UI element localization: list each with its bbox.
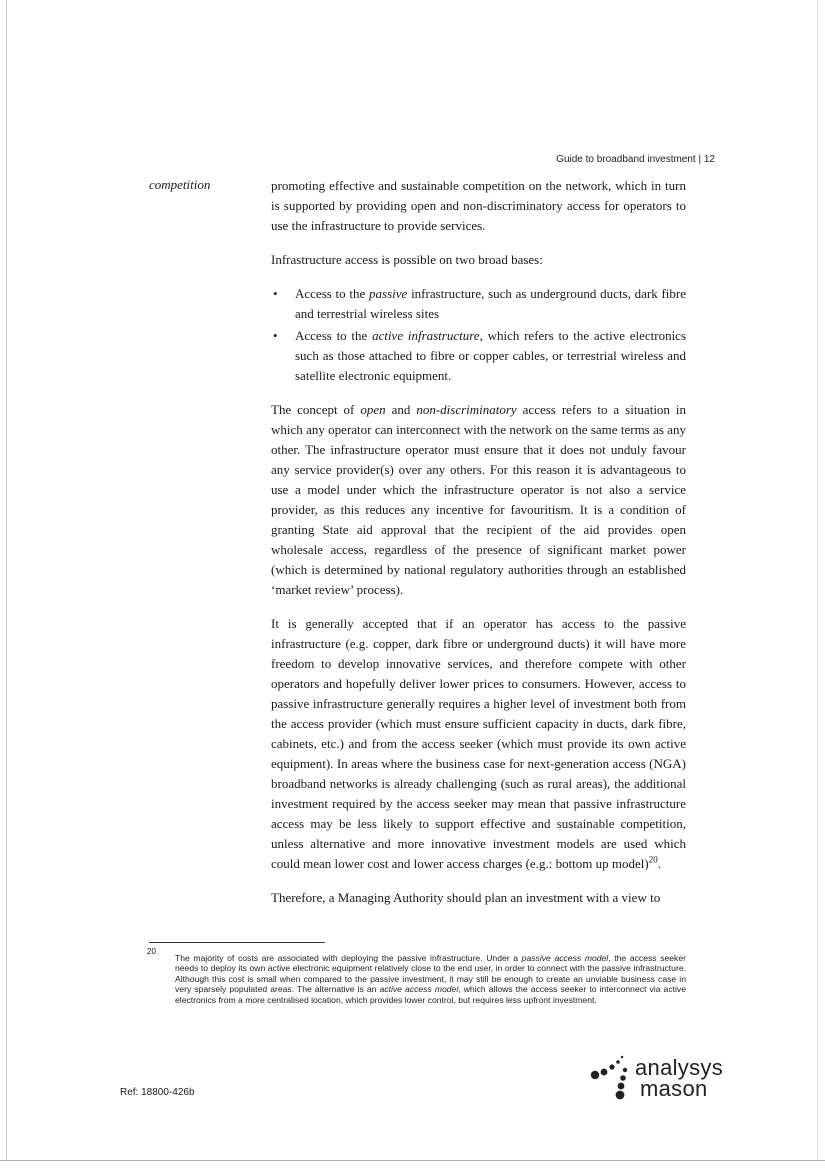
footnote-number: 20	[147, 947, 156, 956]
main-text	[271, 176, 686, 922]
bullet-list	[271, 284, 686, 386]
logo-line-2: mason	[640, 1076, 708, 1101]
paragraph-2: Infrastructure access is possible on two broad bases:	[271, 252, 543, 267]
margin-note: competition	[149, 177, 211, 192]
dots-logo-icon	[585, 1045, 635, 1105]
paragraph-1: promoting effective and sustainable competition on the network, which in turn is supported by providing open and non-discriminatory access for operators to use the infrastructure to provide services.	[271, 178, 686, 233]
footnote-text: The majority of costs are associated with deploying the passive infrastructure. Under a passive access model, the access seeker needs to deploy its own active electronic equipment relatively close to the end user, in order to connect with the passive infrastructure. Although this cost is small when compared to the passive investment, it may still be enough to create an unviable business case in very sparsely populated areas. The alternative is an active access model, which allows the access seeker to interconnect via active electronics from a more centralised location, which provides lower control, but requires less upfront investment.	[175, 953, 686, 1005]
bullet-icon: •	[273, 328, 278, 343]
company-logo	[585, 1045, 735, 1105]
document-reference: Ref: 18800-426b	[120, 1087, 195, 1098]
footnote-divider	[149, 942, 325, 943]
logo-wordmark	[635, 1057, 723, 1099]
page-edge-bottom	[0, 1160, 825, 1161]
page-edge-left	[6, 0, 7, 1160]
footnote-ref[interactable]: 20	[648, 854, 658, 865]
logo-line-1: analysys	[635, 1055, 723, 1080]
list-item: • Access to the passive infrastructure, such as underground ducts, dark fibre and terrestrial wireless sites	[273, 286, 686, 321]
bullet-icon: •	[273, 286, 278, 301]
paragraph-4: It is generally accepted that if an operator has access to the passive infrastructure (e.g. copper, dark fibre or underground ducts) it will have more freedom to develop innovative services, and therefore compete with other operators and hopefully deliver lower prices to consumers. However, access to passive infrastructure generally requires a higher level of investment both from the access provider (which must ensure sufficient capacity in ducts, dark fibre, cabinets, etc.) and from the access seeker (which must provide its own active equipment). In areas where the business case for next-generation access (NGA) broadband networks is already challenging (such as rural areas), the additional investment required by the access seeker may mean that passive infrastructure access may be less likely to support effective and sustainable competition, unless alternative and more innovative investment models are used which could mean lower cost and lower access charges (e.g.: bottom up model)$^{20}$.	[271, 616, 686, 871]
list-item: • Access to the active infrastructure, which refers to the active electronics such as those attached to fibre or copper cables, or terrestrial wireless and satellite electronic equipment.	[273, 328, 687, 383]
page-edge-right	[817, 0, 818, 1160]
paragraph-5: Therefore, a Managing Authority should plan an investment with a view to	[271, 890, 661, 905]
running-header: Guide to broadband investment | 12	[556, 154, 715, 165]
paragraph-3: The concept of open and non-discriminatory access refers to a situation in which any operator can interconnect with the network on the same terms as any other. The infrastructure operator must ensure that it does not unduly favour any service provider(s) over any others. For this reason it is advantageous to use a model under which the infrastructure operator is not also a service provider, as this reduces any incentive for favouritism. It is a condition of granting State aid approval that the recipient of the aid provides open wholesale access, regardless of the presence of significant market power (which is determined by national regulatory authorities through an established ‘market review’ process).	[271, 402, 686, 597]
